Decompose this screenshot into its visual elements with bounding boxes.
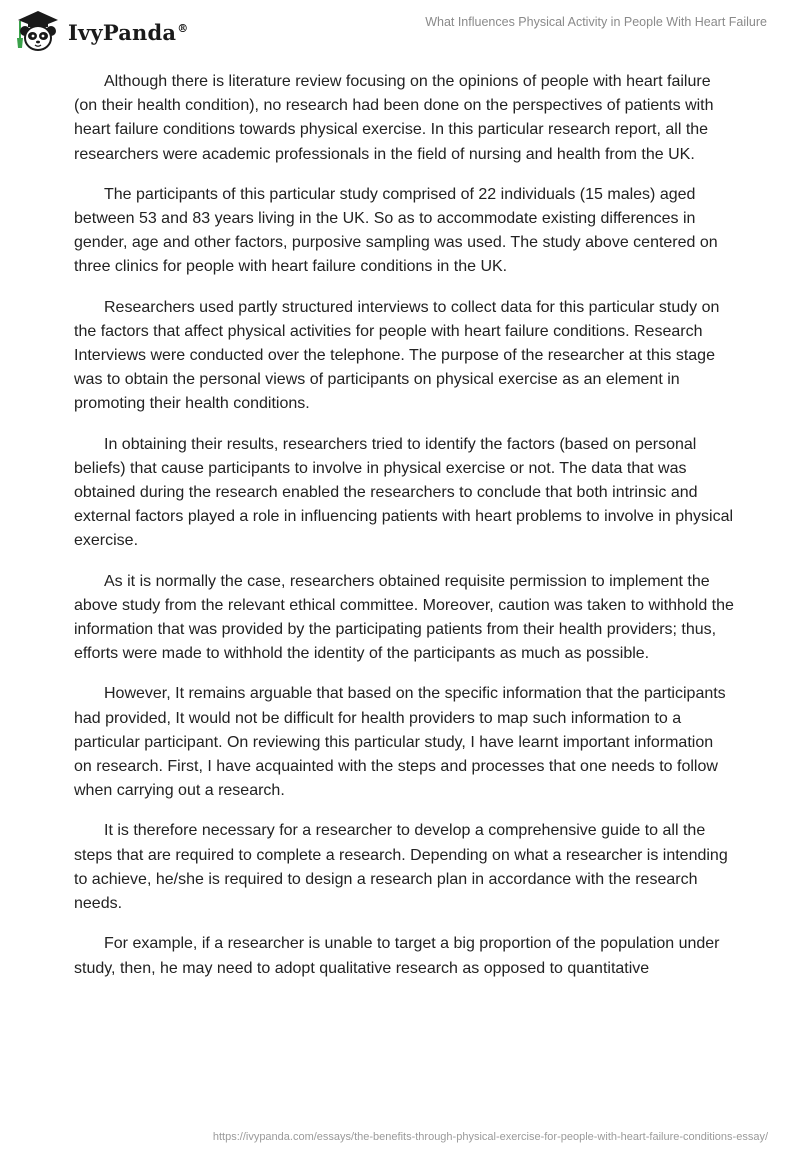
paragraph: As it is normally the case, researchers obtained requisite permission to implement the above study from the relevant ethical committee. Moreover, caution was taken to withhold the information that was provided by the participating patients from their health providers; thus, efforts were made to withhold the identity of the participants as much as possible. — [74, 572, 734, 663]
essay-body — [74, 70, 734, 997]
panda-graduation-cap-icon — [14, 8, 62, 52]
paragraph: It is therefore necessary for a researcher to develop a comprehensive guide to all the steps that are required to complete a research. Depending on what a researcher is intending to achieve, he/she is required to design a research plan in accordance with the research needs. — [74, 822, 728, 913]
registered-mark: ® — [177, 21, 189, 35]
paragraph: Researchers used partly structured interviews to collect data for this particular study on the factors that affect physical activities for people with heart failure conditions. Research Interviews were conducted over the telephone. The purpose of the researcher at this stage was to obtain the personal views of participants on physical exercise as an element in promoting their health conditions. — [74, 298, 720, 413]
paragraph: The participants of this particular study comprised of 22 individuals (15 males) aged between 53 and 83 years living in the UK. So as to accommodate existing differences in gender, age and other factors, purposive sampling was used. The study above centered on three clinics for people with heart failure conditions in the UK. — [74, 185, 718, 276]
page-header — [0, 0, 800, 60]
paragraph: Although there is literature review focusing on the opinions of people with heart failure (on their health condition), no research had been done on the perspectives of patients with heart failure conditions towards physical exercise. In this particular research report, all the researchers were academic professionals in the field of nursing and health from the UK. — [74, 73, 714, 163]
document-title: What Influences Physical Activity in People With Heart Failure — [425, 15, 767, 29]
paragraph: In obtaining their results, researchers tried to identify the factors (based on personal beliefs) that cause participants to involve in physical exercise or not. The data that was obtained during the research enabled the researchers to conclude that both intrinsic and external factors played a role in influencing patients with heart problems to involve in physical exercise. — [74, 435, 734, 550]
paragraph: For example, if a researcher is unable to target a big proportion of the population under study, then, he may need to adopt qualitative research as opposed to quantitative — [74, 935, 720, 977]
brand-logo[interactable] — [14, 8, 188, 52]
source-url[interactable]: https://ivypanda.com/essays/the-benefits-through-physical-exercise-for-people-with-heart-failure-conditions-essay/ — [212, 1131, 768, 1143]
paragraph: However, It remains arguable that based on the specific information that the participants had provided, It would not be difficult for health providers to map such information to a particular participant. On reviewing this particular study, I have learnt important information on research. First, I have acquainted with the steps and processes that one needs to follow when carrying out a research. — [74, 685, 726, 800]
brand-name: IvyPanda® — [68, 19, 189, 45]
